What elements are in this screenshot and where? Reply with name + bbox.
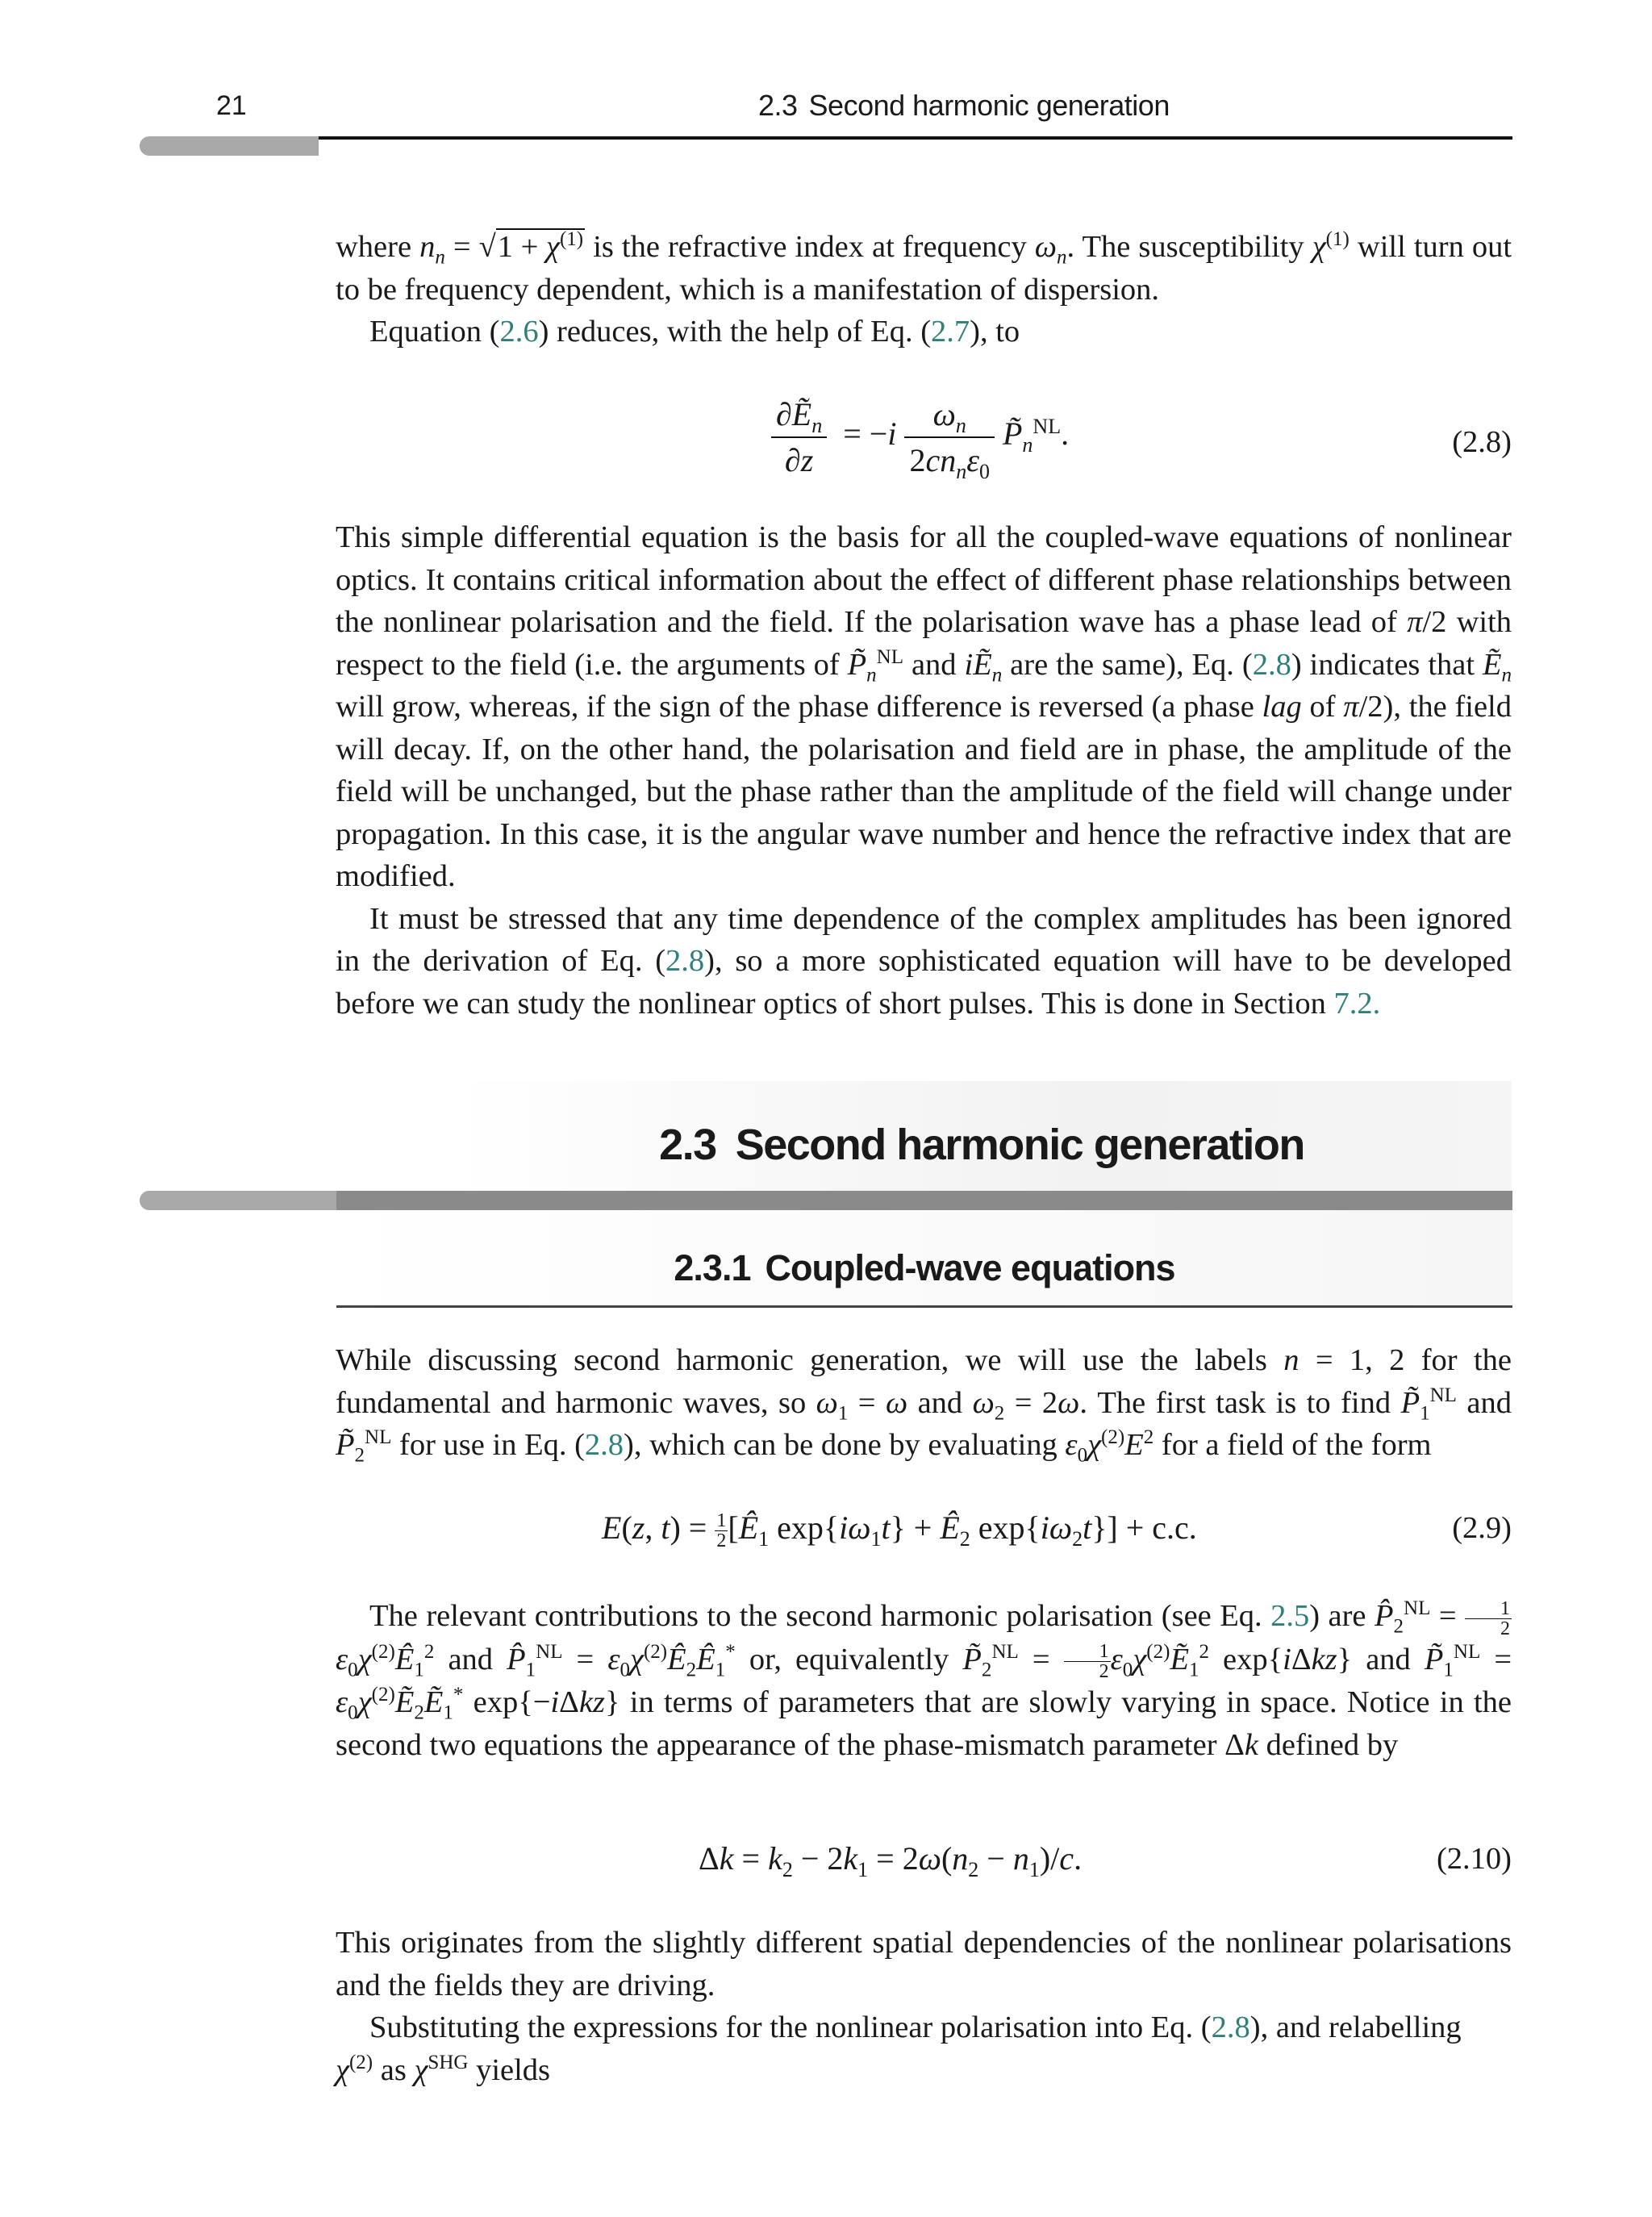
equation-ref-link[interactable]: 2.8 [1211, 2010, 1250, 2044]
text: ), so a more sophisticated equation will have to be developed before we can study the nonlinear optics of short pulses. This is done in Section [336, 944, 1512, 1021]
text: ), which can be done by evaluating [624, 1428, 1058, 1462]
running-header-number: 2.3 [758, 89, 798, 122]
text: Substituting the expressions for the nonlinear polarisation into Eq. ( [369, 2010, 1212, 2044]
text: The relevant contributions to the second harmonic polarisation (see Eq. [369, 1599, 1262, 1633]
text: for the fundamental and harmonic waves, so [336, 1343, 1512, 1420]
paragraph-phase-relationships: This simple differential equation is the basis for all the coupled-wave equations of nonlinear optics. It contains critical information about the effect of different phase relationships between the nonlinear polarisation and the field. If the polarisation wave has a phase lead of π/2 with respect to the field (i.e. the arguments of $P̃_n^{NL}$ and iẼ$_n$ are the same), Eq. (2.8) indicates that Ẽ$_n$ will grow, whereas, if the sign of the phase difference is reversed (a phase lag of π/2), the field will decay. If, on the other hand, the polarisation and field are in phase, the amplitude of the field will be unchanged, but the phase rather than the amplitude of the field will change under propagation. In this case, it is the angular wave number and hence the refractive index that are modified. It must be stressed that any time dependence of the complex amplitudes has been ignored in the derivation of Eq. (2.8), so a more sophisticated equation will have to be developed before we can study the nonlinear optics of short pulses. This is done in Section 7.2. [336, 520, 1512, 1021]
equation-ref-link[interactable]: 2.7 [931, 315, 970, 349]
text: While discussing second harmonic generation, we will use the labels [336, 1343, 1267, 1377]
paragraph-shg-labels: While discussing second harmonic generation, we will use the labels n = 1, 2 for the fundamental and harmonic waves, so $\omega_1 = \omega$ and $\omega_2 = 2\omega$. The first task is to find $P̃_1^{NL}$ and $P̃_2^{NL}$ for use in Eq. (2.8), which can be done by evaluating $\varepsilon_0\chi^{(2)}E^2$ for a field of the form [336, 1343, 1512, 1467]
equation-ref-link[interactable]: 2.8 [584, 1428, 624, 1462]
running-header-title: Second harmonic generation [808, 89, 1170, 122]
sqrt-expression: $√1 + \chi^{(1)}$ [478, 228, 584, 264]
text: ), and relabelling [1249, 2010, 1462, 2044]
equation-2-10: $\Delta k = k_2 - 2k_1 = 2\omega(n_2 - n_1)/c$. (2.10) [699, 1840, 1512, 1881]
paragraph-shg-polarisation: The relevant contributions to the second harmonic polarisation (see Eq. 2.5) are $P̂_2^{NL}$ = $\frac{1}{2}$ $\varepsilon_0\chi^{(2)}Ê_1^2$ and $P̂_1^{NL}$ = $\varepsilon_0\chi^{(2)}Ê_2Ê_1^*$ or, equivalently $P̃_2^{NL}$ = $\frac{1}{2}$ $\varepsilon_0\chi^{(2)}Ẽ_1^2$ exp{iΔkz} and $P̃_1^{NL}$ = $\varepsilon_0\chi^{(2)}Ẽ_2Ẽ_1^*$ exp{−iΔkz} in terms of parameters that are slowly varying in space. Notice in the second two equations the appearance of the phase-mismatch parameter Δk defined by [336, 1597, 1512, 1762]
text: . The first task is to find [1079, 1385, 1391, 1420]
header-rule [319, 136, 1512, 140]
subsection-heading [336, 1247, 1512, 1289]
paragraph-refractive-index: where $n_n = √1 + \chi^{(1)}$ is the refractive index at frequency $\omega_n$. The susceptibility $\chi^{(1)}$ will turn out to be frequency dependent, which is a manifestation of dispersion. Equation (2.6) reduces, with the help of Eq. (2.7), to [336, 226, 1512, 353]
text: This simple differential equation is the basis for all the coupled-wave equations of nonlinear optics. It contains critical information about the effect of different phase relationships between the nonlinear polarisation and the field. If the polarisation wave has a phase lead of [336, 520, 1512, 639]
text: ), the field will decay. If, on the other hand, the polarisation and field are in phase, the amplitude of the field will be unchanged, but the phase rather than the amplitude of the field will change under propagation. In this case, it is the angular wave number and hence the refractive index that are modified. [336, 690, 1512, 893]
running-header [758, 89, 1170, 123]
section-ref-link[interactable]: 7.2. [1333, 986, 1381, 1021]
subsection-number: 2.3.1 [674, 1247, 751, 1288]
text: where [336, 230, 412, 264]
section-title: Second harmonic generation [735, 1121, 1304, 1169]
text: ) indicates that [1291, 647, 1475, 682]
text: ), to [970, 315, 1020, 349]
section-number: 2.3 [659, 1121, 716, 1169]
text: yields [476, 2052, 551, 2087]
header-rule-accent [140, 136, 319, 156]
text: is the refractive index at frequency [593, 230, 1027, 264]
text: This originates from the slightly different spatial dependencies of the nonlinear polarisations and the fields they are driving. [336, 1926, 1512, 2002]
equation-number: (2.10) [1436, 1842, 1512, 1876]
text: as [380, 2052, 407, 2087]
equation-ref-link[interactable]: 2.6 [499, 315, 539, 349]
text: of [1309, 690, 1336, 724]
equation-2-8: $\frac{\partial Ẽ_n}{\partial z}$ = −i $\frac{\omega_n}{2cn_n\varepsilon_0}$ $P̃_n^{NL}$. (2.8) [336, 395, 1512, 484]
text: . The susceptibility [1066, 230, 1304, 264]
subsection-rule [336, 1305, 1512, 1308]
text: and [911, 647, 957, 682]
text: It must be stressed that any time dependence of the complex amplitudes has been ignored in the derivation of Eq. ( [336, 901, 1512, 978]
italic-lag: lag [1262, 690, 1302, 724]
text: and [448, 1642, 494, 1676]
equation-ref-link[interactable]: 2.8 [1252, 647, 1291, 682]
paragraph-spatial-dependencies: This originates from the slightly different spatial dependencies of the nonlinear polarisations and the fields they are driving. Substituting the expressions for the nonlinear polarisation into Eq. (2.8), and relabelling $\chi^{(2)}$ as $\chi^{SHG}$ yields [336, 1922, 1512, 2091]
equation-ref-link[interactable]: 2.5 [1270, 1599, 1310, 1633]
text: defined by [1266, 1727, 1399, 1762]
text: and [1366, 1642, 1411, 1676]
page-number: 21 [216, 90, 247, 121]
text: ) reduces, with the help of Eq. ( [538, 315, 932, 349]
text: ) are [1309, 1599, 1366, 1633]
text: and [917, 1385, 963, 1420]
subsection-title: Coupled-wave equations [765, 1247, 1175, 1288]
section-heading [452, 1120, 1512, 1170]
equation-2-9: E(z, t) = $\frac{1}{2}$ [$Ê_1$ $\exp\{i\omega_1t\}$ + $Ê_2$ $\exp\{i\omega_2t\}] + c.c$. (2.9) [602, 1509, 1512, 1552]
text: for a field of the form [1161, 1428, 1432, 1462]
complex-conjugate: + c.c. [1125, 1509, 1197, 1546]
text: for use in Eq. ( [399, 1428, 585, 1462]
text: will turn out to be frequency dependent, which is a manifestation of dispersion. [336, 230, 1512, 307]
section-bar [336, 1191, 1512, 1210]
text: in terms of parameters that are slowly varying in space. Notice in the second two equations the appearance of the phase-mismatch parameter [336, 1685, 1512, 1762]
text: are the same), Eq. ( [1010, 647, 1253, 682]
text: with respect to the field (i.e. the arguments of [336, 605, 1512, 682]
section-bar-accent [140, 1191, 336, 1210]
equation-number: (2.9) [1452, 1511, 1512, 1545]
text: Equation ( [369, 315, 500, 349]
equation-number: (2.8) [1452, 425, 1512, 459]
equation-ref-link[interactable]: 2.8 [665, 944, 705, 978]
text: or, equivalently [749, 1642, 949, 1676]
text: will grow, whereas, if the sign of the phase difference is reversed (a phase [336, 690, 1254, 724]
text: and [1466, 1385, 1512, 1420]
